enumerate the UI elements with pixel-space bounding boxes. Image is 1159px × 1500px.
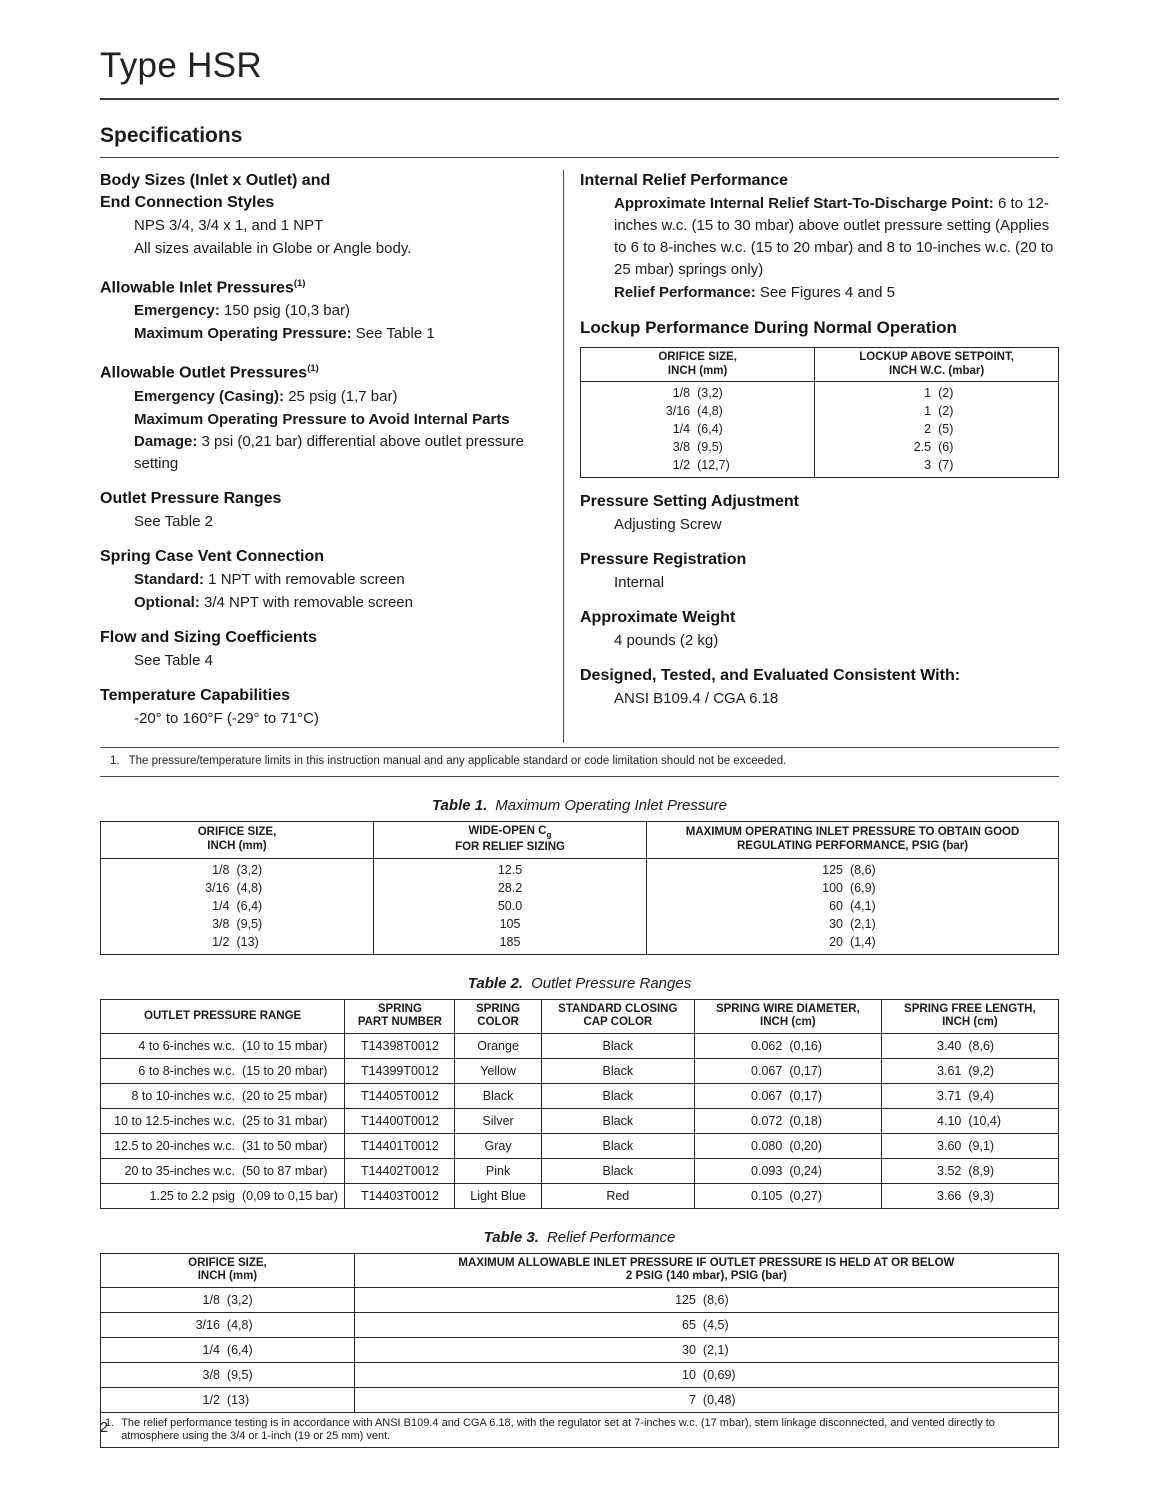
table3-row (101, 1312, 1059, 1337)
spec-line: 4 pounds (2 kg) (614, 632, 719, 649)
free-length-cell: 3.60 (9,1) (881, 1133, 1058, 1158)
spec-allowable-outlet-pressures (100, 358, 551, 474)
table1-header-row (101, 821, 1059, 858)
table2-header-row (101, 999, 1059, 1033)
max-inlet-cell: 100 (6,9) (647, 879, 1059, 897)
free-length-cell: 3.66 (9,3) (881, 1183, 1058, 1208)
cg-cell: 185 (374, 933, 647, 955)
table3-row (101, 1362, 1059, 1387)
footnote-rule-bottom (100, 776, 1059, 777)
spec-lockup-performance (580, 317, 1059, 478)
table3-footnote: 1. The relief performance testing is in accordance with ANSI B109.4 and CGA 6.18, with the regulator set at 7-inches w.c. (17 mbar), stem linkage disconnected, and vented directly to atmosphere using the 3/4 or 1-inch (19 or 25 mm) vent. (101, 1412, 1059, 1447)
orifice-size-cell: 1/8 (3,2) (101, 858, 374, 879)
spring-color-cell: Orange (455, 1033, 541, 1058)
table1-caption: Table 1. Maximum Operating Inlet Pressure (431, 796, 728, 814)
table2-caption: Table 2. Outlet Pressure Ranges (467, 974, 692, 992)
orifice-size-cell: 1/4 (6,4) (581, 420, 815, 438)
lockup-row (581, 456, 1059, 478)
spring-part-cell: T14402T0012 (345, 1158, 455, 1183)
spec-body-sizes (100, 170, 551, 260)
spec-line: Internal (614, 574, 665, 591)
cg-cell: 50.0 (374, 897, 647, 915)
spec-pressure-setting-adjustment (580, 491, 1059, 536)
free-length-cell: 3.52 (8,9) (881, 1158, 1058, 1183)
page-number: 2 (100, 1420, 109, 1436)
wire-diameter-cell: 0.067 (0,17) (694, 1083, 881, 1108)
spring-part-cell: T14399T0012 (345, 1058, 455, 1083)
cg-cell: 105 (374, 915, 647, 933)
page-title: Type HSR (100, 46, 262, 85)
spec-heading: Internal Relief Performance (580, 172, 789, 189)
outlet-range-cell: 12.5 to 20-inches w.c. (31 to 50 mbar) (101, 1133, 345, 1158)
lockup-row (581, 420, 1059, 438)
spec-heading: Temperature Capabilities (100, 686, 290, 704)
outlet-range-cell: 4 to 6-inches w.c. (10 to 15 mbar) (101, 1033, 345, 1058)
spring-part-cell: T14405T0012 (345, 1083, 455, 1108)
spec-heading: Spring Case Vent Connection (100, 547, 325, 565)
spec-column-left (100, 170, 563, 743)
free-length-cell: 3.61 (9,2) (881, 1058, 1058, 1083)
cg-cell: 28.2 (374, 879, 647, 897)
spring-color-cell: Black (455, 1083, 541, 1108)
orifice-size-cell: 3/8 (9,5) (101, 1362, 355, 1387)
max-inlet-cell: 30 (2,1) (647, 915, 1059, 933)
table1-row (101, 933, 1059, 955)
table2-header-wire: SPRING WIRE DIAMETER, INCH (cm) (694, 999, 881, 1033)
orifice-size-cell: 1/2 (12,7) (581, 456, 815, 478)
orifice-size-cell: 3/16 (4,8) (581, 402, 815, 420)
table3 (100, 1253, 1059, 1448)
spec-line: -20° to 160°F (-29° to 71°C) (134, 709, 319, 727)
table3-row (101, 1337, 1059, 1362)
table2-row (101, 1158, 1059, 1183)
table3-header-max-inlet: MAXIMUM ALLOWABLE INLET PRESSURE IF OUTLET PRESSURE IS HELD AT OR BELOW 2 PSIG (140 mbar), PSIG (bar) (354, 1253, 1058, 1287)
table1-row (101, 915, 1059, 933)
spec-line: Optional: 3/4 NPT with removable screen (134, 593, 413, 611)
spec-pressure-registration (580, 549, 1059, 594)
spec-heading: Flow and Sizing Coefficients (100, 628, 317, 646)
spec-line: Maximum Operating Pressure: See Table 1 (134, 325, 435, 343)
spec-heading: Body Sizes (Inlet x Outlet) and End Connection Styles (100, 172, 331, 211)
free-length-cell: 4.10 (10,4) (881, 1108, 1058, 1133)
spring-color-cell: Light Blue (455, 1183, 541, 1208)
table3-row (101, 1287, 1059, 1312)
spec-heading: Outlet Pressure Ranges (100, 489, 282, 507)
table1-row (101, 858, 1059, 879)
max-inlet-cell: 125 (8,6) (647, 858, 1059, 879)
lockup-value-cell: 2.5 (6) (815, 438, 1059, 456)
orifice-size-cell: 1/8 (3,2) (101, 1287, 355, 1312)
spec-column-right (564, 170, 1059, 743)
wire-diameter-cell: 0.072 (0,18) (694, 1108, 881, 1133)
table2-row (101, 1083, 1059, 1108)
spring-color-cell: Gray (455, 1133, 541, 1158)
max-inlet-cell: 7 (0,48) (354, 1387, 1058, 1412)
wire-diameter-cell: 0.067 (0,17) (694, 1058, 881, 1083)
outlet-range-cell: 6 to 8-inches w.c. (15 to 20 mbar) (101, 1058, 345, 1083)
cap-color-cell: Black (541, 1083, 694, 1108)
spec-line: Approximate Internal Relief Start-To-Discharge Point: 6 to 12-inches w.c. (15 to 30 mbar) above outlet pressure setting (Applies to 6 to 8-inches w.c. (15 to 20 mbar) and 8 to 10-inches w.c. (20 to 25 mbar) springs only) (614, 195, 1054, 278)
wire-diameter-cell: 0.080 (0,20) (694, 1133, 881, 1158)
table2-row (101, 1183, 1059, 1208)
cap-color-cell: Black (541, 1158, 694, 1183)
table2-header-part: SPRING PART NUMBER (345, 999, 455, 1033)
spec-line: NPS 3/4, 3/4 x 1, and 1 NPT (134, 217, 324, 234)
spec-designed-tested (580, 665, 1059, 710)
wire-diameter-cell: 0.105 (0,27) (694, 1183, 881, 1208)
section-title: Specifications (100, 124, 243, 147)
max-inlet-cell: 30 (2,1) (354, 1337, 1058, 1362)
lockup-row (581, 402, 1059, 420)
spring-part-cell: T14401T0012 (345, 1133, 455, 1158)
spec-line: See Table 4 (134, 651, 213, 669)
spring-color-cell: Silver (455, 1108, 541, 1133)
orifice-size-cell: 1/2 (13) (101, 933, 374, 955)
cg-cell: 12.5 (374, 858, 647, 879)
table3-row (101, 1387, 1059, 1412)
table3-caption: Table 3. Relief Performance (483, 1228, 676, 1246)
table1-row (101, 879, 1059, 897)
spec-heading: Approximate Weight (580, 609, 736, 626)
cap-color-cell: Black (541, 1058, 694, 1083)
lockup-value-cell: 1 (2) (815, 402, 1059, 420)
spec-flow-coefficients (100, 627, 551, 672)
max-inlet-cell: 60 (4,1) (647, 897, 1059, 915)
orifice-size-cell: 1/4 (6,4) (101, 1337, 355, 1362)
spec-line: Emergency: 150 psig (10,3 bar) (134, 302, 350, 320)
table2-row (101, 1108, 1059, 1133)
lockup-value-cell: 3 (7) (815, 456, 1059, 478)
spec-line: Adjusting Screw (614, 516, 722, 533)
section-rule (100, 157, 1059, 158)
max-inlet-cell: 10 (0,69) (354, 1362, 1058, 1387)
spec-outlet-pressure-ranges (100, 488, 551, 533)
specifications-columns (100, 170, 1059, 743)
spring-part-cell: T14398T0012 (345, 1033, 455, 1058)
table2-row (101, 1058, 1059, 1083)
table3-footnote-row (101, 1412, 1059, 1447)
spec-heading: Allowable Outlet Pressures$^{(1)}$ (100, 363, 319, 382)
lockup-header-row (581, 348, 1059, 382)
outlet-range-cell: 10 to 12.5-inches w.c. (25 to 31 mbar) (101, 1108, 345, 1133)
footnote-ref: (1) (293, 278, 306, 289)
free-length-cell: 3.71 (9,4) (881, 1083, 1058, 1108)
lockup-row (581, 382, 1059, 403)
spring-part-cell: T14400T0012 (345, 1108, 455, 1133)
lockup-header-orifice: ORIFICE SIZE, INCH (mm) (581, 348, 815, 382)
orifice-size-cell: 3/8 (9,5) (581, 438, 815, 456)
cap-color-cell: Black (541, 1033, 694, 1058)
table2-row (101, 1133, 1059, 1158)
wire-diameter-cell: 0.093 (0,24) (694, 1158, 881, 1183)
table2-header-cap-color: STANDARD CLOSING CAP COLOR (541, 999, 694, 1033)
table1 (100, 821, 1059, 955)
title-rule (100, 98, 1059, 100)
table1-header-orifice: ORIFICE SIZE, INCH (mm) (101, 821, 374, 858)
orifice-size-cell: 1/8 (3,2) (581, 382, 815, 403)
table3-header-orifice: ORIFICE SIZE, INCH (mm) (101, 1253, 355, 1287)
spec-allowable-inlet-pressures (100, 273, 551, 345)
spec-spring-case-vent (100, 546, 551, 614)
orifice-size-cell: 1/4 (6,4) (101, 897, 374, 915)
free-length-cell: 3.40 (8,6) (881, 1033, 1058, 1058)
table1-header-cg: WIDE-OPEN $C_g$ FOR RELIEF SIZING (374, 821, 647, 858)
orifice-size-cell: 3/16 (4,8) (101, 1312, 355, 1337)
spec-heading: Allowable Inlet Pressures$^{(1)}$ (100, 278, 306, 297)
table2-header-spring-color: SPRING COLOR (455, 999, 541, 1033)
spring-color-cell: Pink (455, 1158, 541, 1183)
spec-line: Standard: 1 NPT with removable screen (134, 570, 405, 588)
table2-header-range: OUTLET PRESSURE RANGE (101, 999, 345, 1033)
spec-line: Maximum Operating Pressure to Avoid Internal Parts Damage: 3 psi (0,21 bar) differential above outlet pressure setting (134, 410, 524, 472)
spec-temperature (100, 685, 551, 730)
lockup-value-cell: 1 (2) (815, 382, 1059, 403)
outlet-range-cell: 1.25 to 2.2 psig (0,09 to 0,15 bar) (101, 1183, 345, 1208)
outlet-range-cell: 8 to 10-inches w.c. (20 to 25 mbar) (101, 1083, 345, 1108)
spec-line: Relief Performance: See Figures 4 and 5 (614, 284, 895, 301)
page-footnote-band (100, 747, 1059, 777)
table2-header-free-length: SPRING FREE LENGTH, INCH (cm) (881, 999, 1058, 1033)
spec-line: ANSI B109.4 / CGA 6.18 (614, 690, 779, 707)
lockup-row (581, 438, 1059, 456)
table1-header-max-inlet: MAXIMUM OPERATING INLET PRESSURE TO OBTAIN GOOD REGULATING PERFORMANCE, PSIG (bar) (647, 821, 1059, 858)
cap-color-cell: Black (541, 1108, 694, 1133)
orifice-size-cell: 1/2 (13) (101, 1387, 355, 1412)
orifice-size-cell: 3/8 (9,5) (101, 915, 374, 933)
max-inlet-cell: 65 (4,5) (354, 1312, 1058, 1337)
table1-row (101, 897, 1059, 915)
outlet-range-cell: 20 to 35-inches w.c. (50 to 87 mbar) (101, 1158, 345, 1183)
cap-color-cell: Red (541, 1183, 694, 1208)
orifice-size-cell: 3/16 (4,8) (101, 879, 374, 897)
lockup-table (580, 347, 1059, 478)
spec-heading: Lockup Performance During Normal Operation (580, 318, 957, 337)
spec-approximate-weight (580, 607, 1059, 652)
table2 (100, 999, 1059, 1209)
cap-color-cell: Black (541, 1133, 694, 1158)
spec-heading: Designed, Tested, and Evaluated Consistent With: (580, 667, 961, 684)
spring-part-cell: T14403T0012 (345, 1183, 455, 1208)
spec-line: Emergency (Casing): 25 psig (1,7 bar) (134, 387, 398, 405)
spec-heading: Pressure Setting Adjustment (580, 493, 800, 510)
spec-internal-relief (580, 170, 1059, 304)
page-footnote: 1. The pressure/temperature limits in this instruction manual and any applicable standard or code limitation should not be exceeded. (110, 754, 787, 767)
wire-diameter-cell: 0.062 (0,16) (694, 1033, 881, 1058)
spring-color-cell: Yellow (455, 1058, 541, 1083)
footnote-ref: (1) (307, 363, 319, 375)
spec-line: See Table 2 (134, 512, 213, 530)
spec-line: All sizes available in Globe or Angle body. (134, 240, 412, 257)
max-inlet-cell: 125 (8,6) (354, 1287, 1058, 1312)
spec-heading: Pressure Registration (580, 551, 747, 568)
table3-header-row (101, 1253, 1059, 1287)
lockup-value-cell: 2 (5) (815, 420, 1059, 438)
max-inlet-cell: 20 (1,4) (647, 933, 1059, 955)
table2-row (101, 1033, 1059, 1058)
lockup-header-setpoint: LOCKUP ABOVE SETPOINT, INCH W.C. (mbar) (815, 348, 1059, 382)
